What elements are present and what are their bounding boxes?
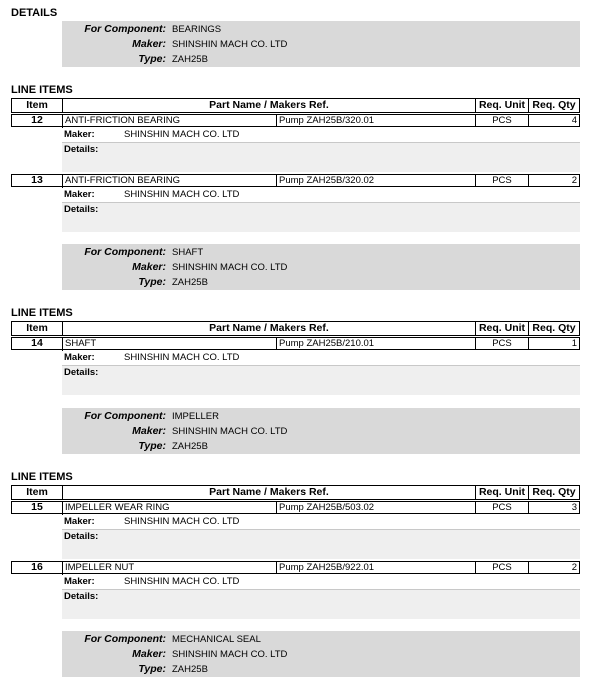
maker-label: Maker: bbox=[132, 38, 166, 50]
for-component-value: IMPELLER bbox=[172, 411, 219, 422]
for-component-label: For Component: bbox=[84, 246, 166, 258]
sub-maker-value: SHINSHIN MACH CO. LTD bbox=[124, 576, 240, 587]
header-req-qty: Req. Qty bbox=[532, 99, 576, 111]
maker-label: Maker: bbox=[132, 648, 166, 660]
req-unit: PCS bbox=[492, 175, 512, 186]
item-details-row bbox=[62, 203, 580, 232]
type-label: Type: bbox=[138, 440, 166, 452]
makers-ref: Pump ZAH25B/503.02 bbox=[279, 502, 375, 513]
type-value: ZAH25B bbox=[172, 664, 208, 675]
req-qty: 2 bbox=[571, 175, 577, 186]
makers-ref: Pump ZAH25B/320.02 bbox=[279, 175, 375, 186]
table-row[interactable] bbox=[11, 501, 580, 514]
item-number: 16 bbox=[31, 561, 43, 573]
table-row[interactable] bbox=[11, 174, 580, 187]
sub-maker-label: Maker: bbox=[64, 189, 95, 200]
sub-details-label: Details: bbox=[64, 591, 99, 602]
line-items-header bbox=[11, 98, 580, 113]
item-maker-row bbox=[62, 575, 580, 590]
item-maker-row bbox=[62, 128, 580, 143]
makers-ref: Pump ZAH25B/922.01 bbox=[279, 562, 375, 573]
table-row[interactable] bbox=[11, 561, 580, 574]
for-component-value: SHAFT bbox=[172, 247, 204, 258]
part-name: SHAFT bbox=[65, 338, 97, 349]
sub-maker-value: SHINSHIN MACH CO. LTD bbox=[124, 129, 240, 140]
maker-value: SHINSHIN MACH CO. LTD bbox=[172, 649, 288, 660]
header-req-unit: Req. Unit bbox=[478, 486, 526, 498]
maker-value: SHINSHIN MACH CO. LTD bbox=[172, 39, 288, 50]
component-box-mechanical-seal bbox=[62, 631, 580, 677]
req-qty: 3 bbox=[571, 502, 577, 513]
req-qty: 1 bbox=[571, 338, 577, 349]
item-number: 15 bbox=[31, 501, 43, 513]
sub-details-label: Details: bbox=[64, 144, 99, 155]
type-label: Type: bbox=[138, 663, 166, 675]
type-value: ZAH25B bbox=[172, 277, 208, 288]
header-item: Item bbox=[26, 99, 48, 111]
type-label: Type: bbox=[138, 53, 166, 65]
maker-label: Maker: bbox=[132, 261, 166, 273]
item-number: 13 bbox=[31, 174, 43, 186]
header-req-unit: Req. Unit bbox=[478, 99, 526, 111]
item-maker-row bbox=[62, 515, 580, 530]
header-part-name: Part Name / Makers Ref. bbox=[209, 486, 329, 498]
header-part-name: Part Name / Makers Ref. bbox=[209, 99, 329, 111]
req-unit: PCS bbox=[492, 502, 512, 513]
header-item: Item bbox=[26, 486, 48, 498]
sub-details-label: Details: bbox=[64, 367, 99, 378]
item-details-row bbox=[62, 143, 580, 172]
sub-maker-value: SHINSHIN MACH CO. LTD bbox=[124, 189, 240, 200]
type-value: ZAH25B bbox=[172, 54, 208, 65]
header-item: Item bbox=[26, 322, 48, 334]
sub-maker-label: Maker: bbox=[64, 516, 95, 527]
maker-value: SHINSHIN MACH CO. LTD bbox=[172, 262, 288, 273]
table-row[interactable] bbox=[11, 337, 580, 350]
for-component-label: For Component: bbox=[84, 410, 166, 422]
req-unit: PCS bbox=[492, 562, 512, 573]
item-number: 14 bbox=[31, 337, 43, 349]
item-details-row bbox=[62, 530, 580, 559]
sub-maker-value: SHINSHIN MACH CO. LTD bbox=[124, 352, 240, 363]
part-name: IMPELLER NUT bbox=[65, 562, 135, 573]
header-req-qty: Req. Qty bbox=[532, 486, 576, 498]
line-items-title: LINE ITEMS bbox=[11, 84, 73, 96]
makers-ref: Pump ZAH25B/210.01 bbox=[279, 338, 375, 349]
for-component-value: MECHANICAL SEAL bbox=[172, 634, 261, 645]
item-details-row bbox=[62, 590, 580, 619]
item-number: 12 bbox=[31, 114, 43, 126]
maker-value: SHINSHIN MACH CO. LTD bbox=[172, 426, 288, 437]
for-component-label: For Component: bbox=[84, 23, 166, 35]
part-name: ANTI-FRICTION BEARING bbox=[65, 175, 181, 186]
maker-label: Maker: bbox=[132, 425, 166, 437]
type-label: Type: bbox=[138, 276, 166, 288]
details-title: DETAILS bbox=[11, 7, 58, 19]
sub-maker-value: SHINSHIN MACH CO. LTD bbox=[124, 516, 240, 527]
req-unit: PCS bbox=[492, 115, 512, 126]
header-part-name: Part Name / Makers Ref. bbox=[209, 322, 329, 334]
line-items-title: LINE ITEMS bbox=[11, 307, 73, 319]
component-box-bearings bbox=[62, 21, 580, 67]
header-req-qty: Req. Qty bbox=[532, 322, 576, 334]
req-qty: 4 bbox=[571, 115, 577, 126]
sub-details-label: Details: bbox=[64, 531, 99, 542]
header-req-unit: Req. Unit bbox=[478, 322, 526, 334]
part-name: IMPELLER WEAR RING bbox=[65, 502, 170, 513]
for-component-value: BEARINGS bbox=[172, 24, 222, 35]
component-box-impeller bbox=[62, 408, 580, 454]
line-items-header bbox=[11, 485, 580, 500]
item-details-row bbox=[62, 366, 580, 395]
table-row[interactable] bbox=[11, 114, 580, 127]
item-maker-row bbox=[62, 351, 580, 366]
sub-maker-label: Maker: bbox=[64, 129, 95, 140]
makers-ref: Pump ZAH25B/320.01 bbox=[279, 115, 375, 126]
for-component-label: For Component: bbox=[84, 633, 166, 645]
req-unit: PCS bbox=[492, 338, 512, 349]
item-maker-row bbox=[62, 188, 580, 203]
req-qty: 2 bbox=[571, 562, 577, 573]
line-items-header bbox=[11, 321, 580, 336]
part-name: ANTI-FRICTION BEARING bbox=[65, 115, 181, 126]
sub-maker-label: Maker: bbox=[64, 352, 95, 363]
type-value: ZAH25B bbox=[172, 441, 208, 452]
component-box-shaft bbox=[62, 244, 580, 290]
sub-details-label: Details: bbox=[64, 204, 99, 215]
sub-maker-label: Maker: bbox=[64, 576, 95, 587]
line-items-title: LINE ITEMS bbox=[11, 471, 73, 483]
